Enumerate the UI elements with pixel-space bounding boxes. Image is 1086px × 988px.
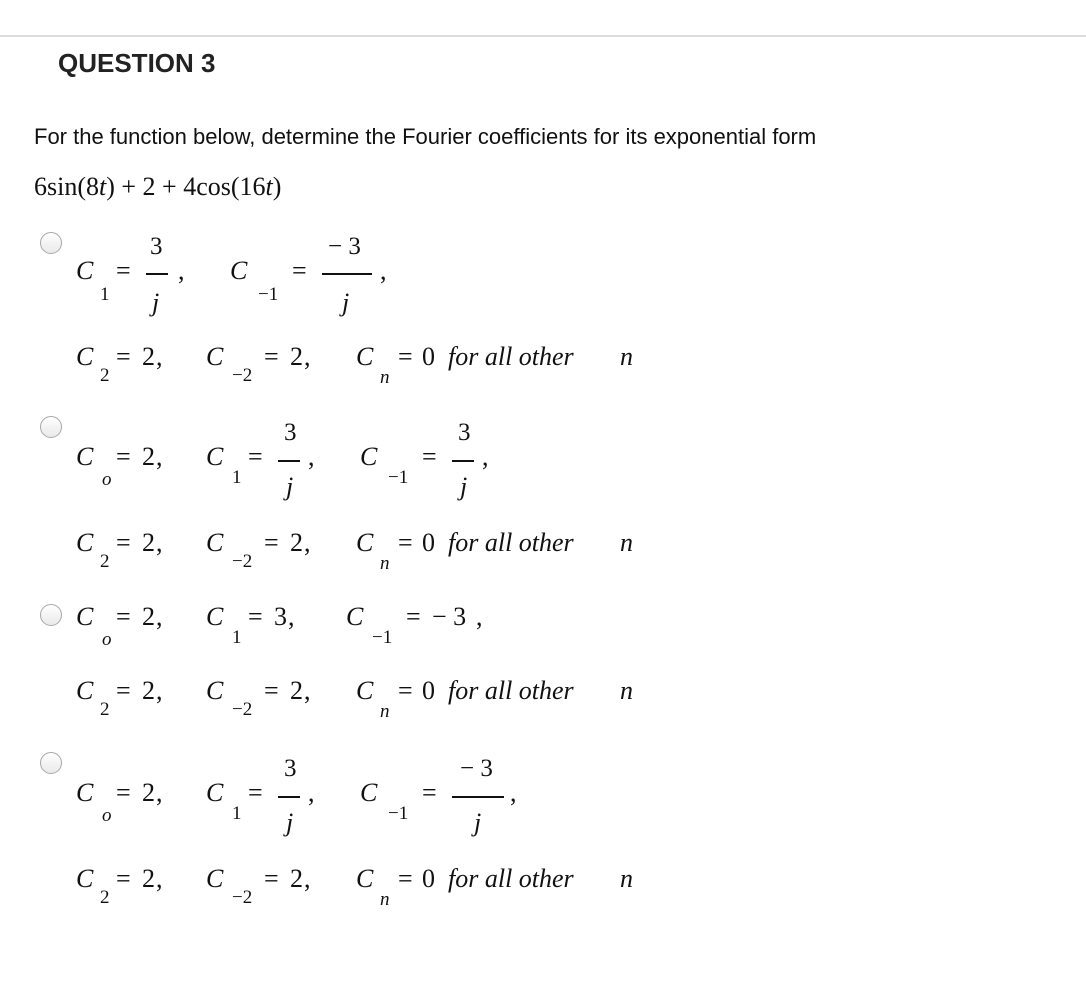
fraction-bar [146, 273, 168, 275]
coef-c2: C [76, 864, 94, 893]
coef-c-minus2: C [206, 864, 224, 893]
fraction-bar [278, 460, 300, 462]
fraction-bar [452, 460, 474, 462]
fraction-bar [322, 273, 372, 275]
coef-cn: C [356, 676, 374, 705]
option-b-radio[interactable] [40, 416, 62, 438]
question-prompt: For the function below, determine the Fourier coefficients for its exponential form [34, 124, 817, 149]
option-d-radio[interactable] [40, 752, 62, 774]
coef-c1: C [206, 778, 224, 807]
coef-c2: C [76, 676, 94, 705]
coef-c0: C [76, 442, 94, 471]
coef-c-minus1: C [360, 442, 378, 471]
coef-c-minus2: C [206, 676, 224, 705]
coef-c-minus1: C [230, 256, 248, 285]
coef-c-minus1: C [360, 778, 378, 807]
fraction-bar [278, 796, 300, 798]
coef-cn: C [356, 342, 374, 371]
coef-c2: C [76, 528, 94, 557]
coef-cn: C [356, 528, 374, 557]
coef-c0: C [76, 778, 94, 807]
top-divider [0, 35, 1086, 37]
option-c-radio[interactable] [40, 604, 62, 626]
coef-c-minus2: C [206, 342, 224, 371]
coef-c2: C [76, 342, 94, 371]
option-a-radio[interactable] [40, 232, 62, 254]
coef-c-minus1: C [346, 602, 364, 631]
question-title: QUESTION 3 [58, 48, 216, 78]
fraction-bar [452, 796, 504, 798]
coef-c1: C [206, 442, 224, 471]
coef-c-minus2: C [206, 528, 224, 557]
coef-c1: C [76, 256, 94, 285]
coef-c1: C [206, 602, 224, 631]
function-expression: 6sin(8t) + 2 + 4cos(16t) [34, 172, 282, 201]
coef-c0: C [76, 602, 94, 631]
coef-cn: C [356, 864, 374, 893]
